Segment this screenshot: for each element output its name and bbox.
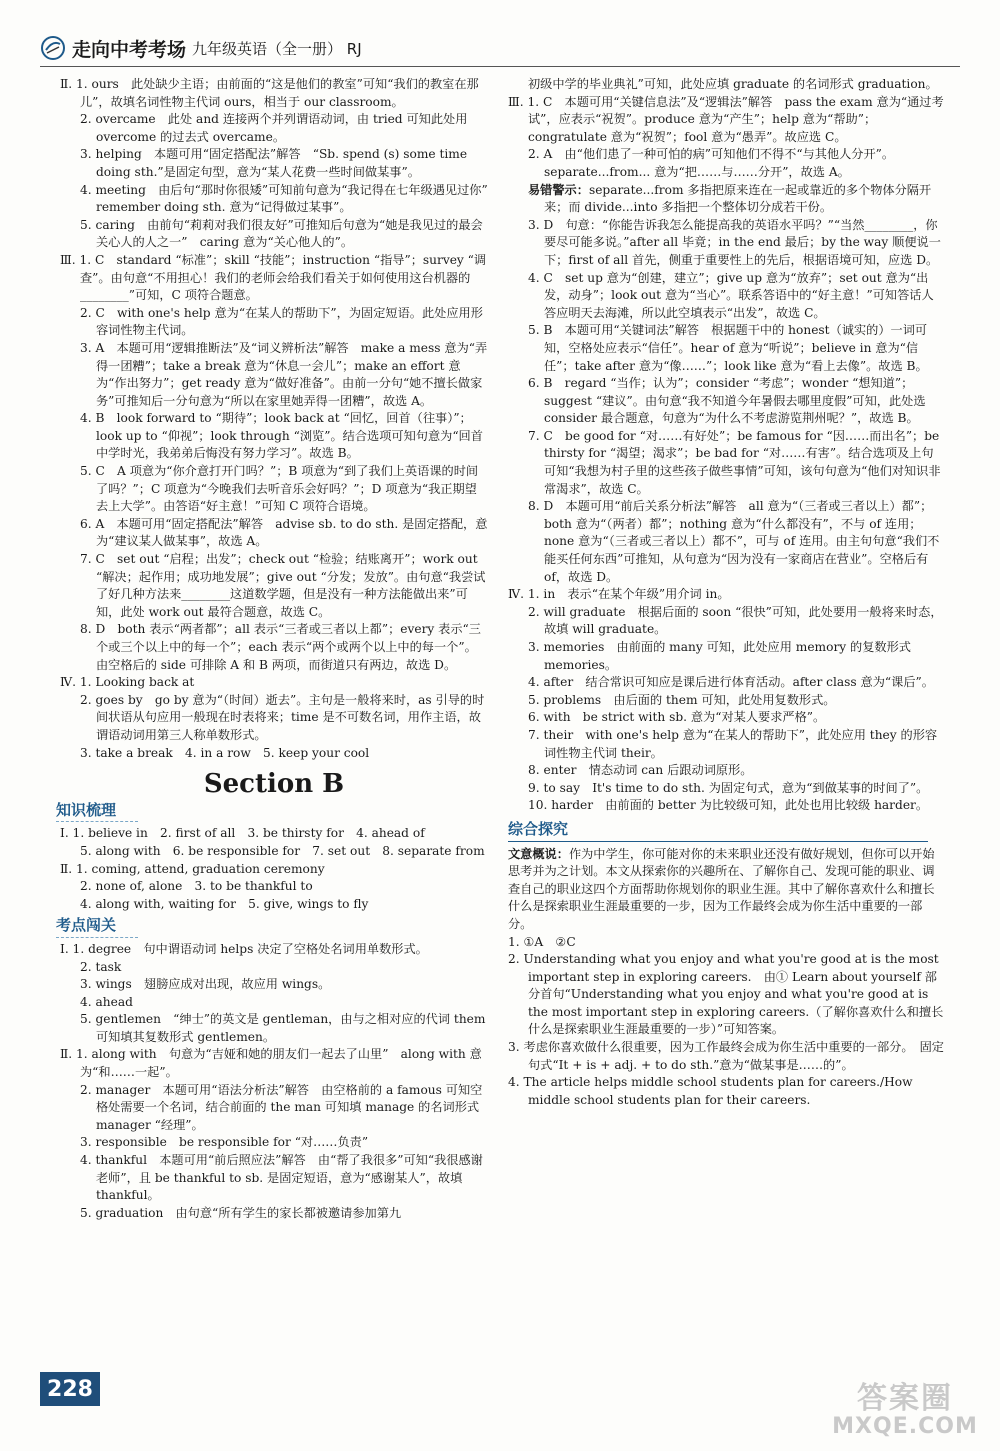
zonghe-heading: 综合探究: [508, 821, 928, 842]
continued-answers: [508, 76, 944, 182]
answer-entry: 8. D 本题可用“前后关系分析法”解答 all 意为“（三者或三者以上）都”；both 意为“（两者）都”；nothing 意为“什么都没有”，不与 of 连用；none 意为“（三者或三者以上）都不”，可与 of 连用。由主句句意“我们不能买任何东西”可推知，从句意为“因为没有一家商店在营业”。空格后有 of，故选 D。: [528, 499, 940, 584]
answer-entry: 3. wings 翅膀应成对出现，故应用 wings。: [80, 977, 331, 992]
answer-entry: 3. 考虑你喜欢做什么很重要，因为工作最终会成为你生活中重要的一部分。 固定句式“It + is + adj. + to do sth.”意为“做某事是……的”。: [508, 1040, 944, 1072]
answer-entry: 6. with be strict with sb. 意为“对某人要求严格”。: [528, 710, 826, 725]
answer-entry: 初级中学的毕业典礼”可知，此处应填 graduate 的名词形式 graduation。: [528, 77, 938, 91]
answer-entry: 2. none of, alone 3. to be thankful to: [80, 879, 313, 894]
answer-entry: 8. enter 情态动词 can 后跟动词原形。: [528, 763, 753, 778]
answer-entry: Ⅳ. 1. Looking back at: [60, 675, 195, 690]
section-title: Section B: [203, 769, 345, 800]
watermark-top: 答案圈: [857, 1381, 953, 1416]
answer-entry: 4. meeting 由后句“那时你很矮”可知前句意为“我记得在七年级遇见过你” remember doing sth. 意为“记得做过某事”。: [80, 182, 500, 215]
answer-entry: 8. D both 表示“两者都”；all 表示“三者或三者以上都”；every 表示“三个或三个以上中的每一个”；each 表示“两个或两个以上中的每一个”。由空格后的 side 可排除 A 和 B 两项，而街道只有两边，故选 D。: [80, 622, 481, 672]
answer-entry: 4. ahead: [80, 994, 133, 1009]
kaodian-answers: [60, 941, 488, 1223]
right-column: [508, 76, 944, 1109]
zhishi-answers: [60, 825, 488, 913]
answer-entry: 4. after 结合常识可知应是课后进行体育活动。after class 意为“课后”。: [528, 675, 934, 690]
watermark-logo: [820, 1381, 990, 1447]
answer-entry: 2. task: [80, 959, 122, 974]
passage-summary: [508, 846, 944, 934]
page-number: 228: [40, 1372, 100, 1406]
answer-entry: 9. to say It's time to do sth. 为固定句式，意为“到做某事的时间了”。: [528, 780, 929, 795]
left-column: [56, 76, 500, 1222]
answer-entry: 2. manager 本题可用“语法分析法”解答 由空格前的 a famous 可知空格处需要一个名词，结合前面的 the man 可知填 manage 的名词形式 manager “经理”。: [80, 1082, 483, 1132]
zhishi-heading: 知识梳理: [56, 802, 138, 823]
answer-entry: 5. graduation 由句意“所有学生的家长都被邀请参加第九: [80, 1205, 402, 1220]
answer-entry: 5. problems 由后面的 them 可知，此处用复数形式。: [528, 692, 836, 707]
answer-entry: 5. gentlemen “绅士”的英文是 gentleman，由与之相对应的代词 them 可知填其复数形式 gentlemen。: [80, 1012, 486, 1044]
kaodian-heading: 考点闯关: [56, 917, 138, 938]
answer-entry: Ⅱ. 1. along with 句意为“吉娅和她的朋友们一起去了山里” along with 意为“和……一起”。: [60, 1047, 482, 1080]
answer-entry: 2. will graduate 根据后面的 soon “很快”可知，此处要用一般将来时态，故填 will graduate。: [528, 604, 943, 637]
zonghe-answers: [508, 934, 944, 1110]
answer-entry: Ⅰ. 1. degree 句中谓语动词 helps 决定了空格处名词用单数形式。: [60, 941, 428, 956]
answer-entry: 4. along with, waiting for 5. give, wings to fly: [80, 896, 369, 911]
answer-entry: 7. their with one's help 意为“在某人的帮助下”，此处应用 they 的形容词性物主代词 their。: [528, 727, 938, 760]
warning-label: 易错警示：: [528, 182, 589, 197]
answer-entry: Ⅲ. 1. C 本题可用“关键信息法”及“逻辑法”解答 pass the exam 意为“通过考试”，应表示“祝贺”。produce 意为“产生”；help 意为“帮助”；congratulate 意为“祝贺”；fool 意为“愚弄”。故应选 C。: [508, 94, 944, 144]
book-subtitle: 九年级英语（全一册） RJ: [192, 39, 362, 58]
answer-entry: 3. D 句意：“你能告诉我怎么能提高我的英语水平吗？”“当然________，你要尽可能多说。”after all 毕竟；in the end 最后；by the way 顺便说一下；first of all 首先，侧重于重要性上的先后，根据语境可知，应选 D。: [528, 217, 941, 267]
answer-entry: 5. B 本题可用“关键词法”解答 根据题干中的 honest（诚实的）一词可知，空格处应表示“信任”。hear of 意为“听说”；believe in 意为“信任”；take after 意为“像……”；look like 意为“看上去像”。故选 B。: [528, 323, 928, 373]
answer-entry: 4. B look forward to “期待”；look back at “回忆，回首（往事）”；look up to “仰视”；look through “浏览”。结合选项可知句意为“回首中学时光，我弟弟后悔没有努力学习”。故选 B。: [80, 411, 483, 461]
answer-entry: 2. Understanding what you enjoy and what you're good at is the most important step in exploring careers. 由① Learn about yourself 部分首句“Understanding what you enjoy and what you're good at is the most important step in exploring careers.（了解你喜欢什么和擅长什么是探索职业生涯最重要的一步）”可知答案。: [508, 952, 944, 1037]
answer-entry: 2. A 由“他们患了一种可怕的病”可知他们不得不“与其他人分开”。separate...from... 意为“把……与……分开”，故选 A。: [528, 147, 895, 179]
answer-entry: 6. B regard “当作；认为”；consider “考虑”；wonder “想知道”；suggest “建议”。由句意“我不知道今年暑假去哪里度假”可知，此处选 consider 最合题意，句意为“为什么不考虑游览荆州呢？”，故选 B。: [528, 376, 926, 426]
section-a-answers: [60, 76, 500, 762]
answer-entry: 3. helping 本题可用“固定搭配法”解答 “Sb. spend (s) some time doing sth.”是固定句型，意为“某人花费一些时间做某事”。: [80, 147, 468, 179]
answer-entry: 7. C set out “启程；出发”；check out “检验；结账离开”；work out “解决；起作用；成功地发展”；give out “分发；发放”。由句意“我尝试了好几种方法来________这道数学题，但是没有一种方法能做出来”可知，此处 work out 最符合题意，故选 C。: [80, 552, 486, 619]
summary-label: 文意概说：: [508, 846, 569, 861]
watermark-bottom: MXQE.COM: [832, 1414, 978, 1439]
page-header: [40, 30, 960, 67]
answer-entry: 6. A 本题可用“固定搭配法”解答 advise sb. to do sth. 是固定搭配，意为“建议某人做某事”，故选 A。: [80, 516, 488, 549]
answer-entry: 4. C set up 意为“创建，建立”；give up 意为“放弃”；set out 意为“出发，动身”；look out 意为“当心”。联系答语中的“好主意！”可知答话人答应明天去海滩，所以此空填表示“出发”，故选 C。: [528, 270, 934, 320]
series-title: 走向中考考场: [72, 38, 187, 61]
error-warning: [508, 182, 944, 217]
answer-entry: 3. responsible be responsible for “对……负责”: [80, 1135, 369, 1150]
answer-entry: Ⅱ. 1. coming, attend, graduation ceremony: [60, 861, 325, 876]
answer-entry: Ⅳ. 1. in 表示“在某个年级”用介词 in。: [508, 587, 730, 602]
answer-entry: 4. The article helps middle school students plan for careers./How middle school students plan for their careers.: [508, 1075, 913, 1107]
answer-entry: 1. ①A ②C: [508, 934, 576, 949]
answer-entry: 7. C be good for “对……有好处”；be famous for “因……而出名”；be thirsty for “渴望；渴求”；be bad for “对……有害”。结合选项及上句可知“我想为村子里的这些孩子做些事情”可知，该句句意为“他们对知识非常渴求”，故选 C。: [528, 428, 941, 496]
answer-entry: Ⅲ. 1. C standard “标准”；skill “技能”；instruction “指导”；survey “调查”。由句意“不用担心！我们的老师会给我们看关于如何使用这台机器的________”可知，C 项符合题意。: [60, 252, 487, 303]
answer-entry: 3. memories 由前面的 many 可知，此处应用 memory 的复数形式 memories。: [528, 640, 911, 672]
multiple-choice-answers: [508, 217, 944, 815]
answer-entry: 2. goes by go by 意为“（时间）逝去”。主句是一般将来时，as 引导的时间状语从句应用一般现在时表将来；time 是不可数名词，用作主语，故谓语动词用第三人称单数形式。: [80, 692, 485, 742]
summary-text: 作为中学生，你可能对你的未来职业还没有做好规划，但你可以开始思考并为之计划。本文从探索你的兴趣所在、了解你自己、发现可能的职业、调查自己的职业这四个方面帮助你规划你的职业生涯。其中了解你喜欢什么和擅长什么是探索职业生涯最重要的一步，因为工作最终会成为你生活中重要的一部分。: [508, 846, 935, 931]
answer-entry: Ⅰ. 1. believe in 2. first of all 3. be thirsty for 4. ahead of: [60, 826, 425, 841]
answer-entry: 5. C A 项意为“你介意打开门吗？”；B 项意为“到了我们上英语课的时间了吗？”；C 项意为“今晚我们去听音乐会好吗？”；D 项意为“我正期望去上大学”。由答语“好主意！”可知 C 项符合语境。: [80, 464, 479, 514]
answer-entry: 3. A 本题可用“逻辑推断法”及“词义辨析法”解答 make a mess 意为“弄得一团糟”；take a break 意为“休息一会儿”；make an effort 意为“作出努力”；get ready 意为“做好准备”。由前一分句“她不擅长做家务”可推知后一分句意为“所以在家里她弄得一团糟”，故选 A。: [80, 340, 488, 408]
warning-text: separate...from 多指把原来连在一起或靠近的多个物体分隔开来；而 divide...into 多指把一个整体切分成若干份。: [544, 182, 932, 215]
answer-entry: 5. along with 6. be responsible for 7. set out 8. separate from: [80, 843, 485, 858]
answer-entry: 10. harder 由前面的 better 为比较级可知，此处也用比较级 harder。: [528, 798, 929, 813]
answer-entry: 5. caring 由前句“莉莉对我们很友好”可推知后句意为“她是我见过的最会关心人的人之一” caring 意为“关心他人的”。: [80, 217, 483, 250]
answer-entry: 2. C with one's help 意为“在某人的帮助下”，为固定短语。此处应用形容词性物主代词。: [80, 305, 483, 338]
answer-entry: 4. thankful 本题可用“前后照应法”解答 由“帮了我很多”可知“我很感谢老师”，且 be thankful to sb. 是固定短语，意为“感谢某人”，故填 thankful。: [80, 1153, 483, 1203]
book-logo-icon: [40, 35, 66, 61]
answer-entry: 2. overcame 此处 and 连接两个并列谓语动词，由 tried 可知此处用 overcome 的过去式 overcame。: [80, 112, 468, 144]
answer-entry: Ⅱ. 1. ours 此处缺少主语；由前面的“这是他们的教室”可知“我们的教室在那儿”，故填名词性物主代词 ours，相当于 our classroom。: [60, 77, 479, 109]
answer-entry: 3. take a break 4. in a row 5. keep your cool: [80, 745, 370, 760]
